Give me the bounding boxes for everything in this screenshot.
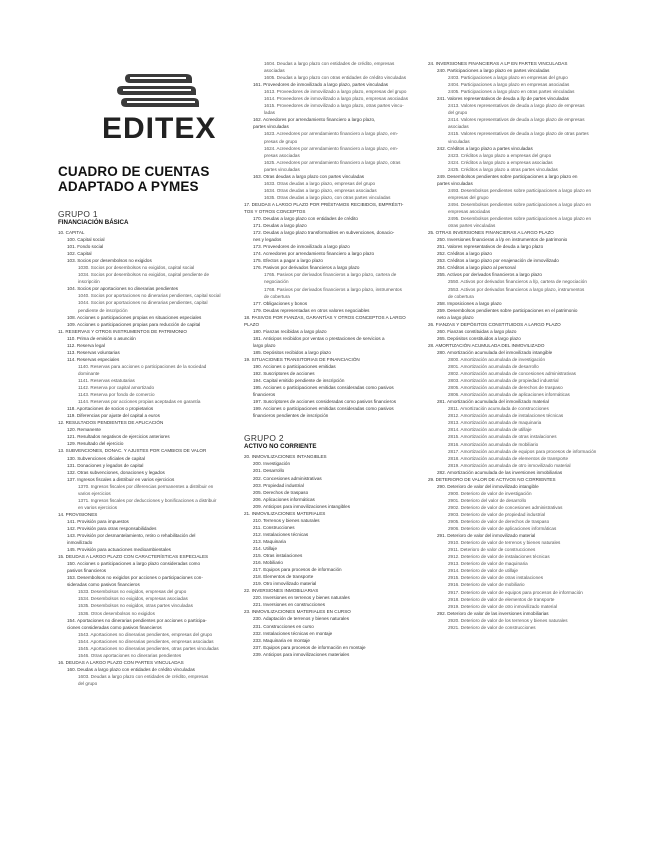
account-entry: 2424. Créditos a largo plazo a empresas asociadas [448,159,553,165]
account-group-heading: 23. INMOVILIZACIONES MATERIALES EN CURSO [244,609,351,615]
account-subgroup: 237. Equipos para procesos de información en montaje [253,644,366,650]
account-entry: 2495. Desembolsos pendientes sobre participaciones a largo plazo en [448,216,592,222]
account-entry: 2803. Amortización acumulada de propiedad industrial [448,378,559,384]
group-label: GRUPO 1 [58,209,98,219]
account-entry: 1633. Otras deudas a largo plazo, empresas del grupo [264,180,376,186]
account-subgroup: 194. Capital emitido pendiente de inscripción [253,378,345,384]
account-subgroup: partes vinculadas [253,124,289,130]
account-entry: 1040. Socios por aportaciones no dinerarias pendientes, capital social [78,293,221,299]
account-entry: 2817. Amortización acumulada de equipos para procesos de información [448,448,597,454]
column-1 [58,205,228,687]
account-entry: ladas [264,110,275,116]
brand-wordmark: EDITEX [102,112,217,145]
account-subgroup: 211. Construcciones [253,524,295,530]
account-subgroup: 282. Amortización acumulada de las inversiones inmobiliarias [437,469,563,475]
account-entry: 1604. Deudas a largo plazo con entidades de crédito, empresas [264,61,395,66]
title-line-1: CUADRO DE CUENTAS [58,164,210,179]
account-entry: otras partes vinculadas [448,223,496,229]
account-entry: 1371. Ingresos fiscales por deducciones y bonificaciones a distribuir [78,497,217,503]
account-subgroup: 219. Otro inmovilizado material [253,581,317,587]
account-entry: 2915. Deterioro de valor de otras instalaciones [448,575,543,581]
account-subgroup: partes vinculadas [437,180,473,186]
document-title [58,164,238,194]
account-group-heading: 12. RESULTADOS PENDIENTES DE APLICACIÓN [58,420,164,426]
account-subgroup: financieros [253,392,276,398]
account-subgroup: 240. Participaciones a largo plazo en partes vinculadas [437,68,550,74]
account-entry: 1545. Aportaciones no dinerarias pendientes, otras partes vinculadas [78,645,219,651]
account-subgroup: 112. Reserva legal [67,342,105,348]
account-subgroup: 203. Propiedad industrial [253,482,304,488]
account-entry: 1603. Deudas a largo plazo con entidades de crédito, empresas [78,673,209,679]
account-subgroup: 206. Aplicaciones informáticas [253,496,315,502]
account-subgroup: 218. Elementos de transporte [253,574,314,580]
account-subgroup: 114. Reservas especiales [67,356,120,362]
account-entry: de cobertura [448,293,474,299]
account-subgroup: largo plazo [253,342,276,348]
account-entry: 1533. Desembolsos no exigidos, empresas del grupo [78,589,187,595]
account-subgroup: 108. Acciones o participaciones propias en situaciones especiales [67,314,202,320]
account-entry: 2920. Deterioro de valor de los terrenos y bienes naturales [448,617,568,623]
account-group-heading: 29. DETERIORO DE VALOR DE ACTIVOS NO CORRIENTES [428,476,556,482]
account-subgroup: 221. Inversiones en construcciones [253,602,326,608]
account-subgroup: 179. Deudas representadas en otros valores negociables [253,307,370,313]
account-group-heading: 20. INMOVILIZACIONES INTANGIBLES [244,454,327,460]
account-entry: 2916. Deterioro de valor de mobiliario [448,582,525,588]
account-entry: 1615. Proveedores de inmovilizado a largo plazo, otras partes vincu- [264,103,404,109]
account-entry: 2917. Deterioro de valor de equipos para procesos de información [448,589,583,595]
account-entry: 1625. Acreedores por arrendamiento financiero a largo plazo, otras [264,159,401,165]
account-subgroup: 120. Remanente [67,427,101,433]
account-subgroup: 241. Valores representativos de deuda a l/p de partes vinculadas [437,96,569,102]
account-group-heading: 15. DEUDAS A LARGO PLAZO CON CARACTERÍSTICAS ESPECIALES [58,554,209,560]
column-3 [428,60,606,631]
account-subgroup: 202. Concesiones administrativas [253,475,322,481]
account-subgroup: 280. Amortización acumulada del inmovilizado intangible [437,349,553,355]
account-entry: dominante [78,370,100,376]
account-entry: asociadas [448,124,469,130]
account-group-heading: 19. SITUACIONES TRANSITORIAS DE FINANCIACIÓN [244,356,360,362]
account-entry: 2553. Activos por derivados financieros a largo plazo, instrumentos [448,286,585,292]
account-entry: 2919. Deterioro de valor de otro inmovilizado material [448,603,558,609]
account-entry: 2921. Deterioro de valor de construcciones [448,624,536,630]
account-entry: 1546. Otras aportaciones no dinerarias pendientes [78,652,182,658]
account-subgroup: 252. Créditos a largo plazo [437,251,492,257]
account-entry: asociadas [264,68,285,74]
account-group-heading: 22. INVERSIONES INMOBILIARIAS [244,588,319,594]
account-entry: 2815. Amortización acumulada de otras instalaciones [448,434,557,440]
account-entry: 2911. Deterioro de valor de construcciones [448,547,536,553]
account-subgroup: 217. Equipos para procesos de información [253,567,342,573]
account-subgroup: 230. Adaptación de terrenos y bienes naturales [253,616,350,622]
account-subgroup: 173. Proveedores de inmovilizado a largo plazo [253,244,350,250]
account-entry: del grupo [78,681,98,686]
account-group-heading: TOS Y OTROS CONCEPTOS [244,208,306,214]
account-entry: 2902. Deterioro de valor de concesiones administrativas [448,504,563,510]
account-subgroup: 249. Desembolsos pendientes sobre participaciones a largo plazo en [437,173,578,179]
account-entry: 2403. Participaciones a largo plazo en empresas del grupo [448,75,568,81]
account-entry: en varios ejercicios [78,504,118,510]
account-entry: 1623. Acreedores por arrendamiento financiero a largo plazo, em- [264,131,399,137]
account-subgroup: 216. Mobiliario [253,560,283,566]
group-name: FINANCIACIÓN BÁSICA [58,219,129,226]
account-entry: 2414. Valores representativos de deuda a largo plazo de empresas [448,117,585,123]
account-group-heading: 28. AMORTIZACIÓN ACUMULADA DEL INMOVILIZADO [428,342,545,348]
account-entry: 2493. Desembolsos pendientes sobre participaciones a largo plazo en [448,187,592,193]
account-subgroup: pasivos financieros [67,568,107,574]
account-group-heading: 13. SUBVENCIONES, DONAC. Y AJUSTES POR CAMBIOS DE VALOR [58,448,207,454]
account-subgroup: 281. Amortización acumulada del inmovilizado material [437,399,549,405]
account-entry: empresas asociadas [448,208,491,214]
account-entry: 2906. Deterioro de valor de aplicaciones informáticas [448,526,557,532]
account-subgroup: 172. Deudas a largo plazo transformables en subvenciones, donacio- [253,230,395,236]
account-entry: inscripción [78,279,100,285]
account-subgroup: 101. Fondo social [67,244,104,250]
account-subgroup: 118. Aportaciones de socios o propietarios [67,406,154,412]
account-entry: 1768. Pasivos por derivados financieros a largo plazo, instrumentos [264,286,402,292]
account-entry: presas de grupo [264,138,298,144]
account-entry: 1534. Desembolsos no exigidos, empresas asociadas [78,596,188,602]
account-subgroup: ciones consideradas como pasivos financieros [67,624,162,630]
account-subgroup: neto a largo plazo [437,314,474,320]
account-subgroup: 100. Capital social [67,237,105,243]
account-subgroup: 212. Instalaciones técnicas [253,531,309,537]
account-entry: 1143. Reserva por fondo de comercio [78,392,155,398]
account-subgroup: 190. Acciones o participaciones emitidas [253,364,336,370]
account-entry: 1140. Reservas para acciones o participaciones de la sociedad [78,363,207,369]
account-subgroup: 132. Otras subvenciones, donaciones y legados [67,469,165,475]
account-subgroup: 110. Prima de emisión o asunción [67,335,136,341]
account-subgroup: 197. Suscriptores de acciones consideradas como pasivos financieros [253,399,396,405]
account-entry: 2425. Créditos a largo plazo a otras partes vinculadas [448,166,558,172]
account-entry: 2813. Amortización acumulada de maquinaria [448,420,542,426]
account-subgroup: 177. Obligaciones y bonos [253,300,308,306]
account-group-heading: 17. DEUDAS A LARGO PLAZO POR PRÉSTAMOS RECIBIDOS, EMPRÉSTI- [244,201,404,207]
account-subgroup: 150. Acciones o participaciones a largo plazo consideradas como [67,561,201,567]
account-subgroup: 233. Maquinaria en montaje [253,637,310,643]
account-subgroup: 163. Otras deudas a largo plazo con partes vinculadas [253,173,365,179]
account-entry: pendiente de inscripción [78,307,128,313]
account-entry: 2905. Deterioro de valor de derechos de traspaso [448,519,550,525]
account-subgroup: 104. Socios por aportaciones no dinerarias pendientes [67,286,179,292]
account-group-heading: 21. INMOVILIZACIONES MATERIALES [244,510,326,516]
account-entry: 2405. Participaciones a largo plazo en otras partes vinculadas [448,89,575,95]
account-entry: 2910. Deterioro de valor de terrenos y bienes naturales [448,540,561,546]
account-subgroup: 250. Inversiones financieras a l/p en instrumentos de patrimonio [437,237,568,243]
account-subgroup: 265. Depósitos constituidos a largo plazo [437,335,521,341]
account-entry: 1370. Ingresos fiscales por diferencias permanentes a distribuir en [78,483,214,489]
account-subgroup: 258. Imposiciones a largo plazo [437,300,502,306]
account-subgroup: 143. Provisión por desmantelamiento, retiro o rehabilitación del [67,533,196,539]
account-subgroup: 290. Deterioro de valor del inmovilizado intangible [437,483,539,489]
account-subgroup: 251. Valores representativos de deuda a largo plazo [437,244,544,250]
account-entry: 1543. Aportaciones no dinerarias pendientes, empresas del grupo [78,631,213,637]
account-entry: 1634. Otras deudas a largo plazo, empresas asociadas [264,187,377,193]
account-subgroup: 291. Deterioro de valor del inmovilizado material [437,533,536,539]
account-subgroup: 220. Inversiones en terrenos y bienes naturales [253,595,350,601]
account-entry: 1613. Proveedores de inmovilizado a largo plazo, empresas del grupo [264,89,407,95]
account-entry: 1624. Acreedores por arrendamiento financiero a largo plazo, em- [264,145,399,151]
account-entry: 2806. Amortización acumulada de aplicaciones informáticas [448,392,570,398]
account-subgroup: 231. Construcciones en curso [253,623,314,629]
account-subgroup: 171. Deudas a largo plazo [253,223,307,229]
account-group-heading: 25. OTRAS INVERSIONES FINANCIERAS A LARGO PLAZO [428,230,554,236]
account-subgroup: 213. Maquinaria [253,538,286,544]
account-subgroup: 174. Acreedores por arrendamiento financiero a largo plazo [253,251,375,257]
account-entry: 2802. Amortización acumulada de concesiones administrativas [448,371,576,377]
account-subgroup: 254. Créditos a largo plazo al personal [437,265,516,271]
account-subgroup: 175. Efectos a pagar a largo plazo [253,258,323,264]
account-subgroup: 153. Desembolsos no exigidos por acciones o participaciones con- [67,575,203,581]
account-subgroup: 121. Resultados negativos de ejercicios anteriores [67,434,170,440]
account-subgroup: 162. Acreedores por arrendamiento financiero a largo plazo, [253,117,376,123]
account-list [244,60,416,419]
account-subgroup: 215. Otras instalaciones [253,553,303,559]
account-entry: 2413. Valores representativos de deuda a largo plazo de empresas [448,103,585,109]
account-entry: 1765. Pasivos por derivados financieros a largo plazo, cartera de [264,272,397,278]
account-subgroup: 176. Pasivos por derivados financieros a largo plazo [253,265,360,271]
account-subgroup: 195. Acciones o participaciones emitidas consideradas como pasivos [253,385,394,391]
account-entry: 1034. Socios por desembolsos no exigidos, capital pendiente de [78,272,210,278]
account-entry: 2819. Amortización acumulada de otro inmovilizado material [448,462,571,468]
account-subgroup: 142. Provisión para otras responsabilidades [67,525,157,531]
account-subgroup: 205. Derechos de traspaso [253,489,309,495]
account-entry: 2811. Amortización acumulada de construcciones [448,406,549,412]
account-subgroup: 185. Depósitos recibidos a largo plazo [253,349,331,355]
account-subgroup: 292. Deterioro de valor de las inversiones inmobiliarias [437,610,549,616]
account-entry: varios ejercicios [78,490,111,496]
account-entry: 2812. Amortización acumulada de instalaciones técnicas [448,413,564,419]
account-entry: 2805. Amortización acumulada de derechos de traspaso [448,385,563,391]
account-entry: partes vinculadas [264,166,300,172]
account-subgroup: 129. Resultado del ejercicio [67,441,124,447]
account-subgroup: 239. Anticipos para inmovilizaciones materiales [253,651,350,657]
account-group-heading: 26. FIANZAS Y DEPÓSITOS CONSTITUIDOS A LARGO PLAZO [428,321,561,327]
account-entry: 2903. Deterioro de valor de propiedad industrial [448,512,546,517]
account-entry: 1536. Otros desembolsos no exigidos [78,610,155,616]
account-subgroup: inmovilizado [67,540,93,546]
account-entry: 2818. Amortización acumulada de elementos de transporte [448,455,569,461]
account-subgroup: 181. Anticipos recibidos por ventas o prestaciones de servicios a [253,335,385,341]
account-group-heading: 18. PASIVOS POR FIANZAS, GARANTÍAS Y OTROS CONCEPTOS A LARGO [244,314,406,320]
account-entry: 2423. Créditos a largo plazo a empresas del grupo [448,152,552,158]
account-entry: 1605. Deudas a largo plazo con otras entidades de crédito vinculadas [264,75,406,81]
account-entry: 2800. Amortización acumulada de investigación [448,356,546,362]
account-subgroup: 214. Utillaje [253,546,278,551]
account-entry: 2415. Valores representativos de deuda a largo plazo de otras partes [448,131,589,137]
account-entry: 1544. Aportaciones no dinerarias pendientes, empresas asociadas [78,638,214,644]
title-line-2: ADAPTADO A PYMES [58,179,199,194]
account-subgroup: 180. Fianzas recibidas a largo plazo [253,328,327,334]
group-name: ACTIVO NO CORRIENTE [244,443,317,451]
account-subgroup: 209. Anticipos para inmovilizaciones intangibles [253,503,351,509]
account-entry: 1144. Reservas por acciones propias aceptadas en garantía [78,399,201,405]
account-subgroup: 130. Subvenciones oficiales de capital [67,455,145,461]
account-subgroup: 232. Instalaciones técnicas en montaje [253,630,333,636]
account-entry: 2918. Deterioro de valor de elementos de transporte [448,596,555,602]
account-group-heading: 16. DEUDAS A LARGO PLAZO CON PARTES VINCULADAS [58,659,184,665]
account-subgroup: sideradas como pasivos financieros [67,582,140,588]
account-subgroup: 200. Investigación [253,461,291,467]
account-subgroup: 161. Proveedores de inmovilizado a largo plazo, partes vinculadas [253,82,389,88]
column-2 [244,60,416,658]
account-entry: 2494. Desembolsos pendientes sobre participaciones a largo plazo en [448,201,592,207]
account-list [58,229,228,687]
account-entry: 2900. Deterioro de valor de investigación [448,490,532,496]
account-list [428,60,606,631]
account-group-heading: 11. RESERVAS Y OTROS INSTRUMENTOS DE PATRIMONIO [58,328,187,334]
account-entry: de cobertura [264,293,290,299]
account-subgroup: 137. Ingresos fiscales a distribuir en varios ejercicios [67,476,175,482]
account-entry: 2913. Deterioro de valor de maquinaria [448,561,528,567]
account-subgroup: 201. Desarrollo [253,468,285,474]
account-entry: 2914. Deterioro de valor de utillaje [448,568,518,574]
account-entry: 1635. Otras deudas a largo plazo, con otras partes vinculadas [264,194,391,200]
account-subgroup: nes y legados [253,237,282,243]
account-group-heading: 24. INVERSIONES FINANCIERAS A LP EN PARTES VINCULADAS [428,61,568,66]
account-entry: 2814. Amortización acumulada de utillaje [448,427,532,433]
account-entry: del grupo [448,110,468,116]
account-subgroup: 131. Donaciones y legados de capital [67,462,144,468]
account-subgroup: 154. Aportaciones no dinerarias pendientes por acciones o participa- [67,617,207,623]
account-subgroup: 160. Deudas a largo plazo con entidades de crédito vinculadas [67,666,195,672]
account-entry: 2816. Amortización acumulada de mobiliario [448,441,539,447]
account-subgroup: financieros pendientes de inscripción [253,413,329,419]
account-subgroup: 259. Desembolsos pendientes sobre participaciones en el patrimonio [437,307,578,313]
account-entry: 2912. Deterioro de valor de instalaciones técnicas [448,554,550,560]
account-subgroup: 260. Fianzas constituidas a largo plazo [437,328,517,334]
account-subgroup: 253. Créditos a largo plazo por enajenación de inmovilizado [437,258,559,264]
account-subgroup: 141. Provisión para impuestos [67,518,129,524]
editex-logo [100,70,230,145]
account-subgroup: 103. Socios por desembolsos no exigidos [67,258,152,264]
account-entry: 1535. Desembolsos no exigidos, otras partes vinculadas [78,603,193,609]
account-subgroup: 109. Acciones o participaciones propias para reducción de capital [67,321,201,327]
account-entry: 1030. Socios por desembolsos no exigidos, capital social [78,265,195,271]
account-entry: 2404. Participaciones a largo plazo en empresas asociadas [448,82,570,88]
account-group-heading: PLAZO [244,321,260,327]
account-subgroup: 170. Deudas a largo plazo con entidades de crédito [253,216,358,222]
account-entry: presas asociadas [264,152,300,158]
account-subgroup: 210. Terrenos y bienes naturales [253,517,320,523]
account-entry: 2901. Deterioro del valor de desarrollo [448,497,527,503]
account-entry: 1142. Reserva por capital amortizado [78,385,155,391]
account-subgroup: 242. Créditos a largo plazo a partes vinculadas [437,145,533,151]
account-subgroup: 192. Suscriptores de acciones [253,371,315,377]
account-subgroup: 113. Reservas voluntarias [67,349,120,355]
account-subgroup: 199. Acciones o participaciones emitidas consideradas como pasivos [253,406,394,412]
account-entry: 1614. Proveedores de inmovilizado a largo plazo, empresas asociadas [264,96,409,102]
group-label: GRUPO 2 [244,433,284,444]
account-subgroup: 145. Provisión para actuaciones medioambientales [67,547,171,553]
account-subgroup: 119. Diferencias por ajuste del capital a euros [67,413,160,419]
account-entry: 1044. Socios por aportaciones no dinerarias pendientes, capital [78,300,208,306]
account-entry: 2550. Activos por derivados financieros a l/p, cartera de negociación [448,279,587,285]
account-entry: empresas del grupo [448,194,489,200]
account-entry: 1141. Reservas estatutarias [78,377,135,383]
account-group-heading: 10. CAPITAL [58,230,85,235]
account-group-heading: 14. PROVISIONES [58,511,98,517]
account-entry: vinculadas [448,138,470,144]
account-subgroup: 102. Capital [67,251,92,257]
account-entry: 2801. Amortización acumulada de desarrollo [448,364,539,370]
account-list [244,453,416,657]
account-entry: negociación [264,279,289,285]
account-subgroup: 255. Activos por derivados financieros a largo plazo [437,272,542,278]
